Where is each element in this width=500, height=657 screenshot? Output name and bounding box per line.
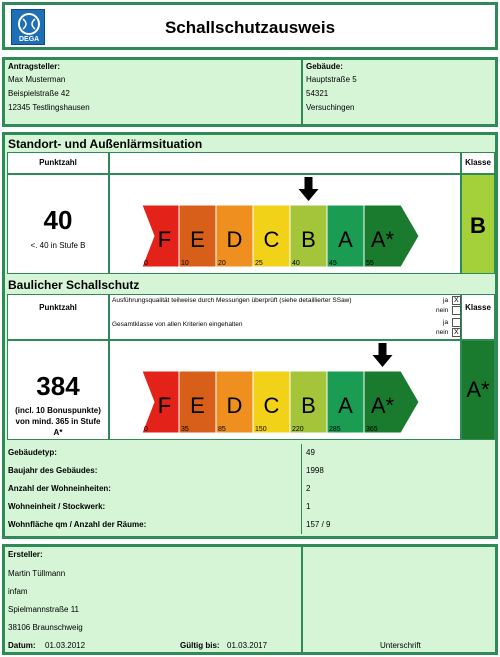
signature-label: Unterschrift [380,641,421,650]
scale-label: C [263,393,280,418]
current-class-arrow-icon [299,177,319,201]
issuer-block [2,544,498,655]
building-heading: Gebäude: [306,62,343,71]
section2-class-header-cell [461,294,495,340]
section2-title: Baulicher Schallschutz [8,278,140,292]
section2-scale-cell [109,340,461,440]
detail-value: 1 [306,502,311,511]
section2-note2: Gesamtklasse von allen Kriterien eingehalten [112,321,243,328]
section1-class-header-cell [461,152,495,174]
section1-scale-cell [109,174,461,274]
current-class-arrow-icon [373,343,393,367]
address-block [2,57,498,127]
scale-threshold: 85 [218,426,226,433]
section1-class-value: B [470,213,486,238]
scale-threshold: 0 [144,426,148,433]
rating-block [2,132,498,539]
scale-threshold: 0 [144,260,148,267]
scale-label: A [338,227,353,252]
section2-class-cell [461,340,495,440]
applicant-line: 12345 Testlingshausen [8,103,90,112]
scale-threshold: 55 [366,260,374,267]
scale-threshold: 40 [292,260,300,267]
scale-threshold: 20 [218,260,226,267]
section1-score: 40 [43,205,73,235]
scale-label: B [301,227,316,252]
scale-threshold: 220 [292,426,304,433]
scale-label: E [190,393,205,418]
scale-label: E [190,227,205,252]
section2-class-header: Klasse [465,303,491,312]
checkbox-ja-1[interactable]: X [452,296,461,305]
section2-points-header-cell [7,294,109,340]
detail-label: Anzahl der Wohneinheiten: [8,484,111,493]
detail-label: Baujahr des Gebäudes: [8,466,98,475]
applicant-heading: Antragsteller: [8,62,61,71]
header [2,2,498,50]
scale-label: F [157,227,172,252]
section1-title: Standort- und Außenlärmsituation [8,137,203,151]
scale-threshold: 25 [255,260,263,267]
ja-label: ja [443,319,449,326]
scale-label: A [338,393,353,418]
section1-energy-scale [110,175,460,273]
valid-until-value: 01.03.2017 [227,641,268,650]
section2-class-value: A* [466,377,490,402]
building-line: Hauptstraße 5 [306,75,357,84]
section1-score-cell [7,174,109,274]
scale-threshold: 365 [366,426,378,433]
building-line: 54321 [306,89,329,98]
issuer-heading: Ersteller: [8,550,43,559]
date-value: 01.03.2012 [45,641,86,650]
section2-score-note-line: (incl. 10 Bonuspunkte) [15,406,101,415]
section2-score-note-line: A* [53,428,63,437]
section1-blank-header [109,152,461,174]
page-title: Schallschutzausweis [164,18,336,37]
nein-label: nein [436,307,449,314]
scale-label: F [157,393,172,418]
checkbox-ja-2[interactable] [452,318,461,327]
scale-threshold: 285 [329,426,341,433]
section1-class-header: Klasse [465,158,491,167]
section2-score-note-line: von mind. 365 in Stufe [15,417,101,426]
building-line: Versuchingen [306,103,355,112]
section2-score: 384 [36,371,80,401]
issuer-line: 38106 Braunschweig [8,623,83,632]
applicant-line: Beispielstraße 42 [8,89,70,98]
detail-value: 49 [306,448,315,457]
scale-label: C [263,227,280,252]
issuer-line: Spielmannstraße 11 [8,605,79,614]
detail-value: 157 / 9 [306,520,331,529]
section1-score-note: <. 40 in Stufe B [30,241,86,250]
scale-label: D [226,393,243,418]
logo-text: DEGA [19,36,40,43]
section2-points-header: Punktzahl [39,303,77,312]
section1-points-header-cell [7,152,109,174]
nein-label: nein [436,329,449,336]
checkbox-nein-2[interactable]: X [452,328,461,337]
ja-label: ja [443,297,449,304]
scale-label: A* [370,227,395,252]
section2-score-cell [7,340,109,440]
section2-note1: Ausführungsqualität teilweise durch Messungen überprüft (siehe detaillierter SSaw) [112,297,352,304]
section1-points-header: Punktzahl [39,158,77,167]
valid-until-label: Gültig bis: [180,641,220,650]
scale-label: A* [370,393,395,418]
scale-threshold: 10 [181,260,189,267]
scale-threshold: 45 [329,260,337,267]
checkbox-nein-1[interactable] [452,306,461,315]
applicant-line: Max Musterman [8,75,66,84]
scale-threshold: 150 [255,426,267,433]
detail-value: 1998 [306,466,324,475]
section2-notes-cell [109,294,461,340]
section1-class-cell [461,174,495,274]
detail-label: Wohneinheit / Stockwerk: [8,502,106,511]
detail-value: 2 [306,484,311,493]
section2-energy-scale [110,341,460,439]
scale-threshold: 35 [181,426,189,433]
scale-label: B [301,393,316,418]
detail-label: Gebäudetyp: [8,448,57,457]
detail-label: Wohnfläche qm / Anzahl der Räume: [8,520,147,529]
issuer-line: infam [8,587,28,596]
issuer-line: Martin Tüllmann [8,569,66,578]
date-label: Datum: [8,641,36,650]
scale-label: D [226,227,243,252]
